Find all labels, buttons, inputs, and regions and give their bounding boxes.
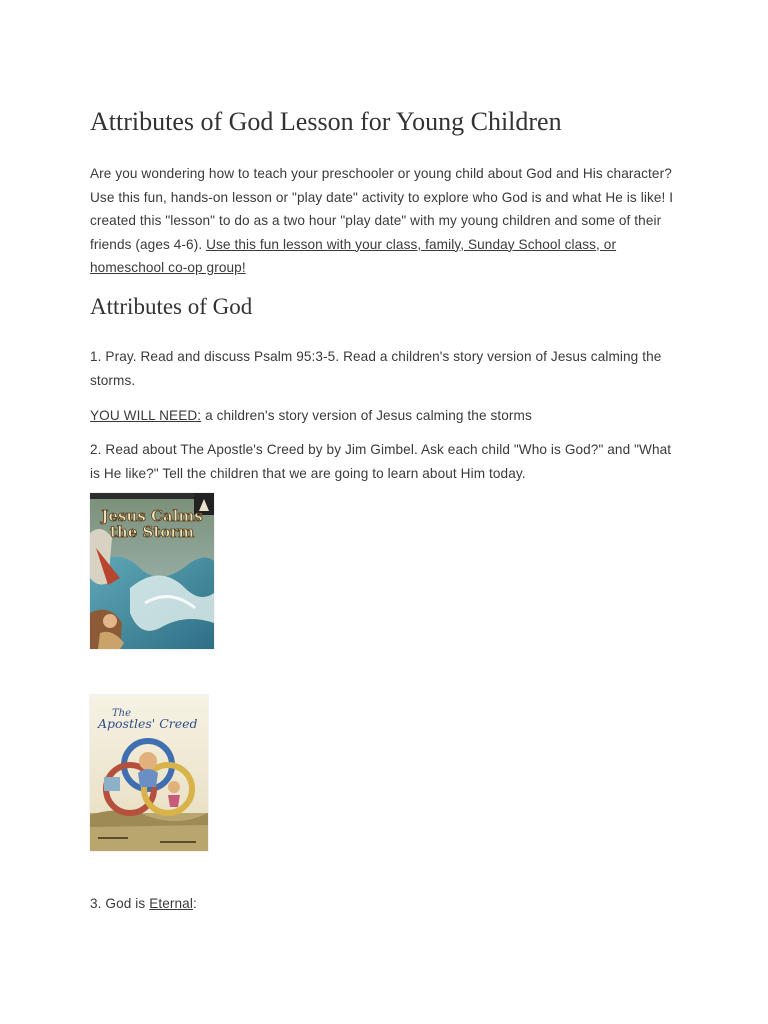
step-2-text: 2. Read about The Apostle's Creed by by Jim Gimbel. Ask each child "Who is God?" and "What is He like?" Tell the children that we are going to learn about Him today. bbox=[90, 442, 672, 481]
book-1-title-line-1: Jesus Calms bbox=[101, 507, 203, 525]
you-will-need-line bbox=[90, 404, 678, 428]
you-will-need-text: a children's story version of Jesus calming the storms bbox=[201, 408, 532, 423]
step-3-text bbox=[90, 892, 678, 916]
intro-link[interactable]: Use this fun lesson with your class, family, Sunday School class, or homeschool co-op group! bbox=[90, 236, 617, 275]
book-2-title-line-2: Apostles' Creed bbox=[98, 716, 198, 731]
book-1-title bbox=[99, 507, 202, 541]
section-heading: Attributes of God bbox=[90, 294, 253, 319]
page-title: Attributes of God Lesson for Young Children bbox=[90, 107, 562, 136]
step-1-text: 1. Pray. Read and discuss Psalm 95:3-5. Read a children's story version of Jesus calming the storms. bbox=[90, 349, 662, 388]
intro-paragraph bbox=[90, 162, 678, 280]
book-2-title-line-1: The bbox=[112, 708, 132, 719]
step-3-suffix: : bbox=[192, 896, 197, 911]
you-will-need-label: YOU WILL NEED: bbox=[90, 408, 202, 423]
book-1-title-line-2: the Storm bbox=[109, 523, 195, 541]
eternal-term: Eternal bbox=[149, 896, 193, 911]
jesus-calms-the-storm-book-cover bbox=[90, 493, 214, 649]
intro-text: Are you wondering how to teach your preschooler or young child about God and His character? Use this fun, hands-on lesson or "play date" activity to explore who God is and what He is like! I created this "lesson" to do as a two hour "play date" with my young children and some of their friends (ages 4-6). bbox=[90, 166, 674, 252]
step-3-prefix: 3. God is bbox=[90, 896, 150, 911]
apostles-creed-book-cover bbox=[90, 695, 208, 851]
